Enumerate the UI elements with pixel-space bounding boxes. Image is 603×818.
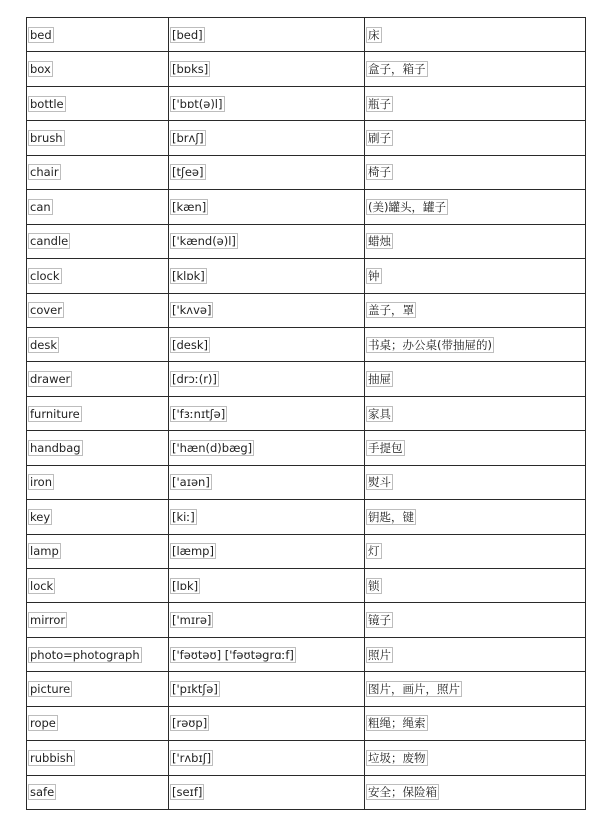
word-cell xyxy=(27,775,169,809)
phonetic-cell xyxy=(169,155,365,189)
meaning-cell xyxy=(365,672,586,706)
meaning-cell xyxy=(365,534,586,568)
phonetic-cell xyxy=(169,224,365,258)
table-row xyxy=(27,465,586,499)
phonetic-cell xyxy=(169,465,365,499)
phonetic-text: [bɒks] xyxy=(172,62,209,77)
word-text: photo=photograph xyxy=(30,647,140,662)
word-cell xyxy=(27,741,169,775)
meaning-cell xyxy=(365,52,586,86)
phonetic-text: [bed] xyxy=(172,27,203,42)
word-text: rubbish xyxy=(30,750,74,765)
word-text: lock xyxy=(30,578,54,593)
word-cell xyxy=(27,396,169,430)
meaning-text: 熨斗 xyxy=(368,475,391,490)
table-row xyxy=(27,775,586,809)
phonetic-text: ['mɪrə] xyxy=(172,613,212,628)
meaning-cell xyxy=(365,465,586,499)
word-cell xyxy=(27,121,169,155)
meaning-text: 安全；保险箱 xyxy=(368,785,437,800)
word-cell xyxy=(27,534,169,568)
phonetic-cell xyxy=(169,637,365,671)
word-text: bottle xyxy=(30,96,64,111)
phonetic-text: [desk] xyxy=(172,337,208,352)
word-cell xyxy=(27,190,169,224)
table-row xyxy=(27,86,586,120)
meaning-cell xyxy=(365,603,586,637)
phonetic-text: [tʃeə] xyxy=(172,165,204,180)
meaning-text: 粗绳；绳索 xyxy=(368,716,426,731)
word-cell xyxy=(27,569,169,603)
phonetic-text: [brʌʃ] xyxy=(172,131,204,146)
meaning-cell xyxy=(365,190,586,224)
meaning-cell xyxy=(365,18,586,52)
meaning-text: 照片 xyxy=(368,647,391,662)
word-cell xyxy=(27,86,169,120)
word-text: safe xyxy=(30,785,55,800)
word-cell xyxy=(27,431,169,465)
table-row xyxy=(27,52,586,86)
phonetic-text: [seɪf] xyxy=(172,785,203,800)
word-cell xyxy=(27,293,169,327)
meaning-text: 镜子 xyxy=(368,613,391,628)
word-cell xyxy=(27,500,169,534)
phonetic-text: [kæn] xyxy=(172,199,207,214)
phonetic-text: ['rʌbɪʃ] xyxy=(172,750,212,765)
table-row xyxy=(27,569,586,603)
word-text: cover xyxy=(30,303,62,318)
phonetic-cell xyxy=(169,86,365,120)
meaning-cell xyxy=(365,86,586,120)
phonetic-cell xyxy=(169,741,365,775)
word-text: brush xyxy=(30,131,63,146)
phonetic-text: [drɔː(r)] xyxy=(172,372,217,387)
phonetic-cell xyxy=(169,121,365,155)
phonetic-cell xyxy=(169,362,365,396)
meaning-text: 蜡烛 xyxy=(368,234,391,249)
phonetic-cell xyxy=(169,293,365,327)
meaning-cell xyxy=(365,224,586,258)
phonetic-text: ['pɪktʃə] xyxy=(172,682,218,697)
phonetic-text: ['bɒt(ə)l] xyxy=(172,96,223,111)
meaning-text: 锁 xyxy=(368,578,380,593)
meaning-cell xyxy=(365,637,586,671)
table-row xyxy=(27,259,586,293)
vocabulary-table xyxy=(26,17,586,810)
word-text: candle xyxy=(30,234,69,249)
table-row xyxy=(27,396,586,430)
meaning-text: 手提包 xyxy=(368,440,403,455)
table-row xyxy=(27,121,586,155)
phonetic-text: ['kʌvə] xyxy=(172,303,212,318)
phonetic-text: ['aɪən] xyxy=(172,475,210,490)
meaning-text: 瓶子 xyxy=(368,96,391,111)
table-row xyxy=(27,603,586,637)
table-row xyxy=(27,18,586,52)
phonetic-cell xyxy=(169,706,365,740)
table-row xyxy=(27,155,586,189)
meaning-cell xyxy=(365,569,586,603)
meaning-cell xyxy=(365,293,586,327)
phonetic-text: ['kænd(ə)l] xyxy=(172,234,236,249)
table-row xyxy=(27,190,586,224)
phonetic-text: [lɒk] xyxy=(172,578,199,593)
word-cell xyxy=(27,155,169,189)
phonetic-cell xyxy=(169,775,365,809)
meaning-cell xyxy=(365,362,586,396)
word-text: can xyxy=(30,199,51,214)
meaning-cell xyxy=(365,741,586,775)
word-cell xyxy=(27,672,169,706)
table-row xyxy=(27,534,586,568)
meaning-text: 钥匙，键 xyxy=(368,509,414,524)
meaning-text: 垃圾；废物 xyxy=(368,750,426,765)
word-cell xyxy=(27,362,169,396)
word-text: bed xyxy=(30,27,52,42)
meaning-text: 书桌；办公桌(带抽屉的) xyxy=(368,337,492,352)
phonetic-text: [rəʊp] xyxy=(172,716,208,731)
word-text: iron xyxy=(30,475,52,490)
phonetic-text: ['fəʊtəʊ] ['fəʊtəgrɑːf] xyxy=(172,647,294,662)
phonetic-cell xyxy=(169,327,365,361)
phonetic-cell xyxy=(169,190,365,224)
phonetic-text: ['hæn(d)bæg] xyxy=(172,440,253,455)
vocabulary-table-body xyxy=(27,18,586,810)
word-cell xyxy=(27,224,169,258)
phonetic-cell xyxy=(169,672,365,706)
table-row xyxy=(27,741,586,775)
meaning-cell xyxy=(365,396,586,430)
table-row xyxy=(27,672,586,706)
meaning-text: 钟 xyxy=(368,268,380,283)
word-text: handbag xyxy=(30,440,81,455)
word-text: chair xyxy=(30,165,59,180)
phonetic-text: ['fɜːnɪtʃə] xyxy=(172,406,226,421)
word-text: desk xyxy=(30,337,58,352)
table-row xyxy=(27,637,586,671)
table-row xyxy=(27,293,586,327)
word-cell xyxy=(27,52,169,86)
word-cell xyxy=(27,465,169,499)
meaning-text: 家具 xyxy=(368,406,391,421)
table-row xyxy=(27,500,586,534)
meaning-text: 盖子，罩 xyxy=(368,303,414,318)
word-text: key xyxy=(30,509,51,524)
word-text: furniture xyxy=(30,406,80,421)
phonetic-cell xyxy=(169,259,365,293)
word-cell xyxy=(27,327,169,361)
phonetic-cell xyxy=(169,569,365,603)
meaning-text: 床 xyxy=(368,27,380,42)
meaning-text: 刷子 xyxy=(368,131,391,146)
phonetic-cell xyxy=(169,431,365,465)
word-cell xyxy=(27,259,169,293)
phonetic-text: [klɒk] xyxy=(172,268,205,283)
meaning-text: 图片，画片，照片 xyxy=(368,682,460,697)
meaning-cell xyxy=(365,706,586,740)
phonetic-cell xyxy=(169,18,365,52)
table-row xyxy=(27,224,586,258)
phonetic-text: [kiː] xyxy=(172,509,195,524)
word-cell xyxy=(27,18,169,52)
word-text: clock xyxy=(30,268,60,283)
phonetic-cell xyxy=(169,534,365,568)
meaning-text: 盒子，箱子 xyxy=(368,62,426,77)
word-text: mirror xyxy=(30,613,66,628)
meaning-cell xyxy=(365,431,586,465)
word-text: box xyxy=(30,62,51,77)
table-row xyxy=(27,327,586,361)
phonetic-cell xyxy=(169,52,365,86)
word-cell xyxy=(27,637,169,671)
meaning-cell xyxy=(365,155,586,189)
meaning-cell xyxy=(365,327,586,361)
word-text: rope xyxy=(30,716,56,731)
meaning-cell xyxy=(365,259,586,293)
phonetic-cell xyxy=(169,396,365,430)
phonetic-cell xyxy=(169,500,365,534)
meaning-text: 抽屉 xyxy=(368,372,391,387)
word-text: picture xyxy=(30,682,71,697)
meaning-cell xyxy=(365,500,586,534)
table-row xyxy=(27,706,586,740)
table-row xyxy=(27,362,586,396)
meaning-cell xyxy=(365,121,586,155)
word-text: lamp xyxy=(30,544,59,559)
word-text: drawer xyxy=(30,372,71,387)
meaning-text: (美)罐头，罐子 xyxy=(368,199,446,214)
phonetic-cell xyxy=(169,603,365,637)
word-cell xyxy=(27,706,169,740)
meaning-text: 灯 xyxy=(368,544,380,559)
meaning-text: 椅子 xyxy=(368,165,391,180)
phonetic-text: [læmp] xyxy=(172,544,214,559)
table-row xyxy=(27,431,586,465)
word-cell xyxy=(27,603,169,637)
meaning-cell xyxy=(365,775,586,809)
